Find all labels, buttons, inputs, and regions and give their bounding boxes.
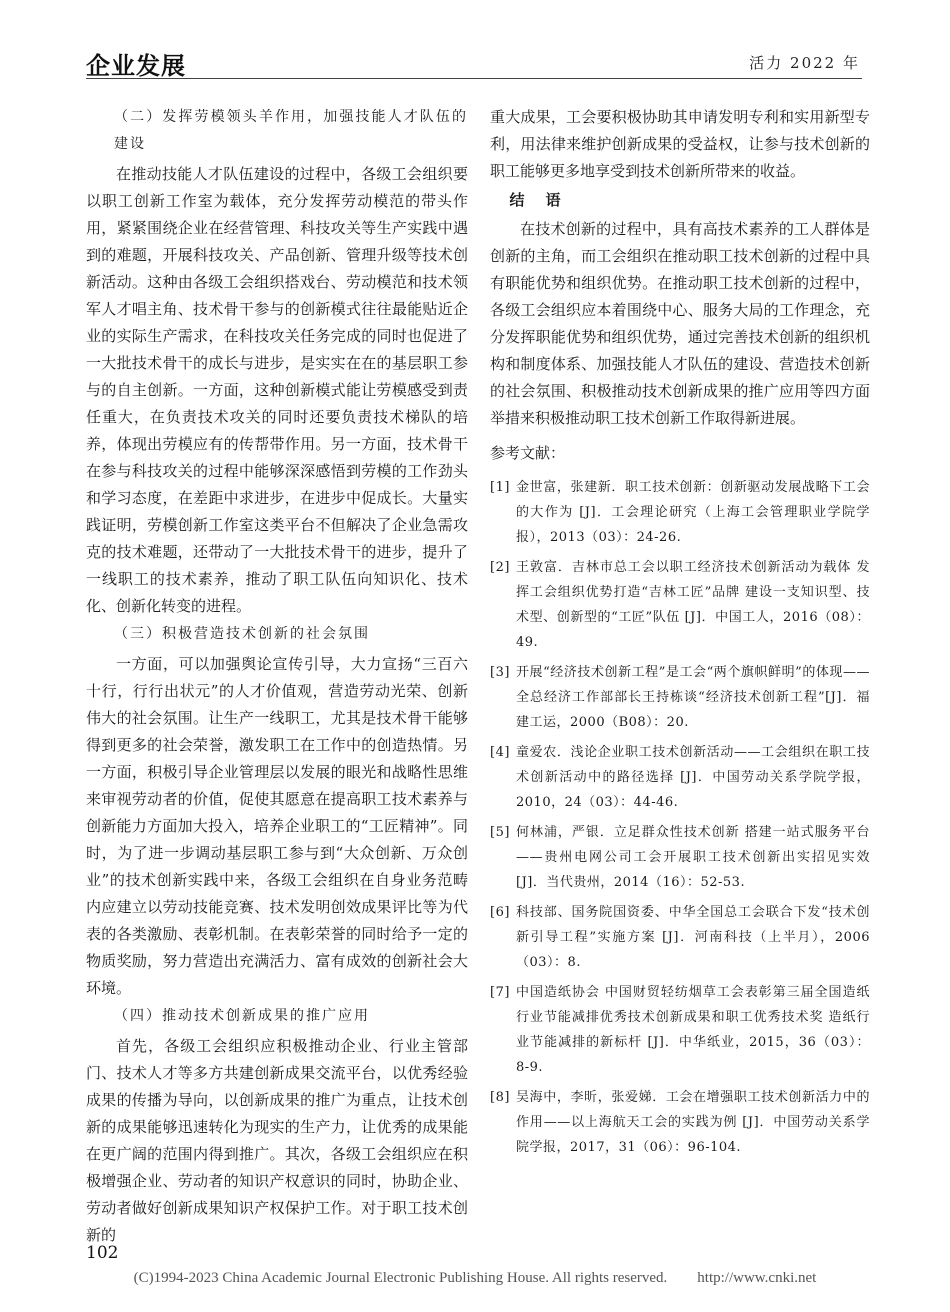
reference-number: [4] (490, 745, 510, 760)
conclusion-heading: 结 语 (509, 191, 564, 209)
reference-item (490, 1085, 870, 1160)
reference-number: [2] (490, 560, 510, 575)
reference-item (490, 980, 870, 1080)
reference-item (490, 660, 870, 735)
reference-number: [3] (490, 665, 510, 680)
left-column (86, 104, 468, 1249)
reference-number: [6] (490, 905, 510, 920)
copyright-footer: (C)1994-2023 China Academic Journal Electronic Publishing House. All rights reserved. http://www.cnki.net (133, 1270, 817, 1286)
reference-text: 王敦富．吉林市总工会以职工经济技术创新活动为载体 发挥工会组织优势打造“吉林工匠”品牌 建设一支知识型、技术型、创新型的“工匠”队伍 [J]．中国工人，2016（08）：49. (516, 560, 870, 650)
right-column (490, 104, 870, 1165)
reference-number: [8] (490, 1090, 510, 1105)
reference-text: 何林浦，严银．立足群众性技术创新 搭建一站式服务平台——贵州电网公司工会开展职工技术创新出实招见实效 [J]．当代贵州，2014（16）：52-53. (516, 825, 870, 890)
reference-text: 吴海中，李昕，张爱娣．工会在增强职工技术创新活力中的作用——以上海航天工会的实践为例 [J]．中国劳动关系学院学报，2017，31（06）：96-104. (516, 1090, 870, 1155)
reference-number: [1] (490, 480, 510, 495)
reference-item (490, 475, 870, 550)
reference-text: 中国造纸协会 中国财贸轻纺烟草工会表彰第三届全国造纸行业节能减排优秀技术创新成果和职工优秀技术奖 造纸行业节能减排的新标杆 [J]．中华纸业，2015，36（03）：8-9. (516, 985, 870, 1075)
reference-list (490, 475, 870, 1160)
journal-issue-label: 活力 2022 年 (749, 54, 860, 72)
section-heading-3: （三）积极营造技术创新的社会氛围 (114, 626, 370, 642)
section-heading-4: （四）推动技术创新成果的推广应用 (114, 1008, 370, 1024)
page-number: 102 (86, 1243, 119, 1263)
paragraph: 在推动技能人才队伍建设的过程中，各级工会组织要以职工创新工作室为载体，充分发挥劳动模范的带头作用，紧紧围绕企业在经营管理、科技攻关等生产实践中遇到的难题，开展科技攻关、产品创新、管理升级等技术创新活动。这种由各级工会组织搭戏台、劳动模范和技术领军人才唱主角、技术骨干参与的创新模式往往最能贴近企业的实际生产需求，在科技攻关任务完成的同时也促进了一大批技术骨干的成长与进步，是实实在在的基层职工参与的自主创新。一方面，这种创新模式能让劳模感受到责任重大，在负责技术攻关的同时还要负责技术梯队的培养，体现出劳模应有的传帮带作用。另一方面，技术骨干在参与科技攻关的过程中能够深深感悟到劳模的工作劲头和学习态度，在差距中求进步，在进步中促成长。大量实践证明，劳模创新工作室这类平台不但解决了企业急需攻克的技术难题，还带动了一大批技术骨干的进步，提升了一线职工的技术素养，推动了职工队伍向知识化、技术化、创新化转变的进程。 (86, 165, 468, 615)
references-title: 参考文献： (490, 444, 566, 462)
reference-item (490, 740, 870, 815)
reference-item (490, 820, 870, 895)
reference-text: 科技部、国务院国资委、中华全国总工会联合下发“技术创新引导工程”实施方案 [J]．河南科技（上半月），2006（03）：8. (516, 905, 870, 970)
reference-text: 金世富，张建新．职工技术创新：创新驱动发展战略下工会的大作为 [J]．工会理论研究（上海工会管理职业学院学报），2013（03）：24-26. (516, 480, 870, 545)
paragraph: 一方面，可以加强舆论宣传引导，大力宣扬“三百六十行，行行出状元”的人才价值观，营造劳动光荣、创新伟大的社会氛围。让生产一线职工，尤其是技术骨干能够得到更多的社会荣誉，激发职工在工作中的创造热情。另一方面，积极引导企业管理层以发展的眼光和战略性思维来审视劳动者的价值，促使其愿意在提高职工技术素养与创新能力方面加大投入，培养企业职工的“工匠精神”。同时，为了进一步调动基层职工参与到“大众创新、万众创业”的技术创新实践中来，各级工会组织在自身业务范畴内应建立以劳动技能竞赛、技术发明创效成果评比等为代表的各类激励、表彰机制。在表彰荣誉的同时给予一定的物质奖励，努力营造出充满活力、富有成效的创新社会大环境。 (86, 655, 468, 997)
paragraph: 首先，各级工会组织应积极推动企业、行业主管部门、技术人才等多方共建创新成果交流平台，以优秀经验成果的传播为导向，以创新成果的推广为重点，让技术创新的成果能够迅速转化为现实的生产力，让优秀的成果能在更广阔的范围内得到推广。其次，各级工会组织应在积极增强企业、劳动者的知识产权意识的同时，协助企业、劳动者做好创新成果知识产权保护工作。对于职工技术创新的 (86, 1037, 468, 1244)
section-heading-2: （二）发挥劳模领头羊作用，加强技能人才队伍的建设 (114, 109, 468, 152)
journal-section-title: 企业发展 (86, 52, 186, 80)
reference-item (490, 555, 870, 655)
conclusion-paragraph: 在技术创新的过程中，具有高技术素养的工人群体是创新的主角，而工会组织在推动职工技术创新的过程中具有职能优势和组织优势。在推动职工技术创新的过程中，各级工会组织应本着围绕中心、服务大局的工作理念，充分发挥职能优势和组织优势，通过完善技术创新的组织机构和制度体系、加强技能人才队伍的建设、营造技术创新的社会氛围、积极推动技术创新成果的推广应用等四方面举措来积极推动职工技术创新工作取得新进展。 (490, 220, 870, 427)
header-divider (86, 78, 862, 79)
reference-text: 开展“经济技术创新工程”是工会“两个旗帜鲜明”的体现——全总经济工作部部长王持栋谈“经济技术创新工程”[J]．福建工运，2000（B08）：20. (516, 665, 870, 730)
reference-number: [7] (490, 985, 510, 1000)
paragraph-continuation: 重大成果，工会要积极协助其申请发明专利和实用新型专利，用法律来维护创新成果的受益权，让参与技术创新的职工能够更多地享受到技术创新所带来的收益。 (490, 108, 870, 180)
reference-item (490, 900, 870, 975)
reference-text: 童爱农．浅论企业职工技术创新活动——工会组织在职工技术创新活动中的路径选择 [J]．中国劳动关系学院学报，2010，24（03）：44-46. (516, 745, 870, 810)
reference-number: [5] (490, 825, 510, 840)
